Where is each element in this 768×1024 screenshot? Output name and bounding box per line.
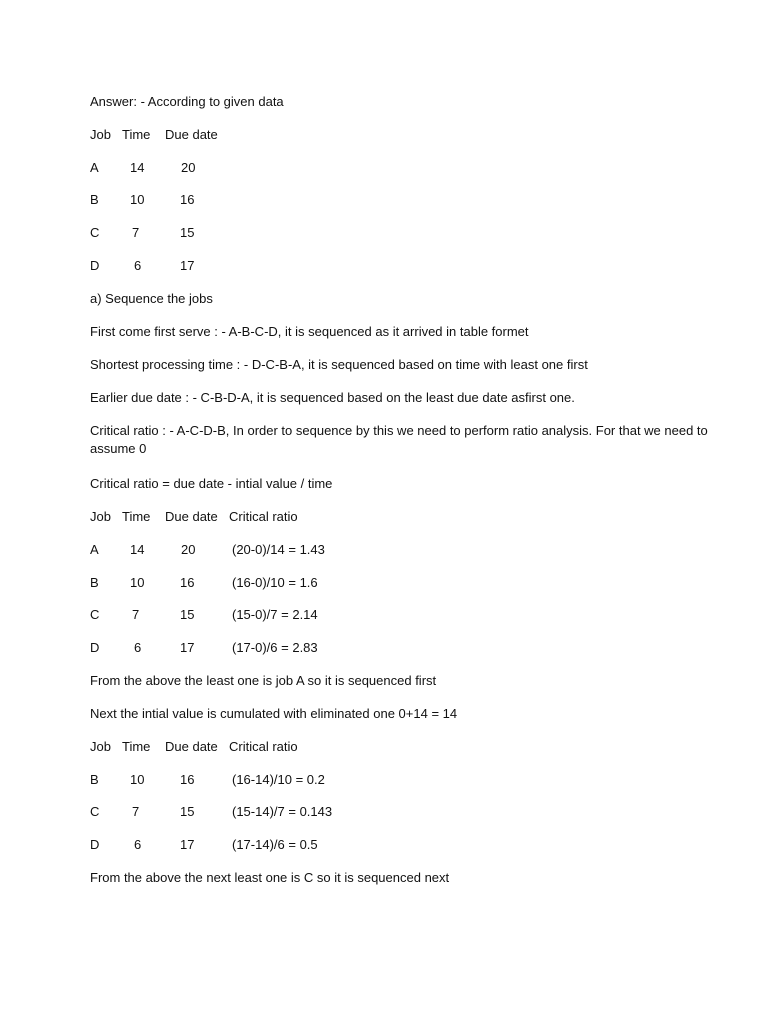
table-cell: 7 bbox=[132, 225, 140, 240]
table-cell: 17 bbox=[180, 640, 195, 655]
section-heading: a) Sequence the jobs bbox=[90, 291, 213, 306]
table-header-job: Job bbox=[90, 509, 111, 524]
table-cell: 6 bbox=[134, 640, 142, 655]
table-cell: (16-14)/10 = 0.2 bbox=[232, 772, 325, 787]
table-cell: 10 bbox=[130, 192, 145, 207]
table-cell: D bbox=[90, 837, 100, 852]
table-header-due-date: Due date bbox=[165, 127, 218, 142]
table-cell: (20-0)/14 = 1.43 bbox=[232, 542, 325, 557]
paragraph-edd: Earlier due date : - C-B-D-A, it is sequenced based on the least due date asfirst one. bbox=[90, 390, 575, 405]
paragraph-spt: Shortest processing time : - D-C-B-A, it is sequenced based on time with least one first bbox=[90, 357, 588, 372]
table-header-due-date: Due date bbox=[165, 739, 218, 754]
table-cell: C bbox=[90, 804, 100, 819]
table-header-critical-ratio: Critical ratio bbox=[229, 509, 298, 524]
paragraph-fcfs: First come first serve : - A-B-C-D, it is sequenced as it arrived in table formet bbox=[90, 324, 529, 339]
table-cell: D bbox=[90, 258, 100, 273]
table-header-job: Job bbox=[90, 127, 111, 142]
table-cell: B bbox=[90, 192, 99, 207]
formula-line: Critical ratio = due date - intial value / time bbox=[90, 476, 333, 491]
table-cell: A bbox=[90, 160, 99, 175]
paragraph-critical-ratio: Critical ratio : - A-C-D-B, In order to sequence by this we need to perform ratio analysis. For that we need to assume 0 bbox=[90, 423, 708, 456]
table-cell: (17-0)/6 = 2.83 bbox=[232, 640, 318, 655]
table-cell: 6 bbox=[134, 258, 142, 273]
table-header-due-date: Due date bbox=[165, 509, 218, 524]
answer-intro: Answer: - According to given data bbox=[90, 94, 284, 109]
table-cell: C bbox=[90, 607, 100, 622]
table-cell: 15 bbox=[180, 225, 195, 240]
table-cell: C bbox=[90, 225, 100, 240]
table-cell: 16 bbox=[180, 192, 195, 207]
table-cell: 20 bbox=[181, 160, 196, 175]
table-cell: 10 bbox=[130, 575, 145, 590]
table-cell: 7 bbox=[132, 804, 140, 819]
table-cell: 20 bbox=[181, 542, 196, 557]
table-cell: 7 bbox=[132, 607, 140, 622]
table-cell: 15 bbox=[180, 607, 195, 622]
paragraph-first-sequenced: From the above the least one is job A so it is sequenced first bbox=[90, 673, 437, 688]
table-header-time: Time bbox=[122, 739, 151, 754]
table-cell: (17-14)/6 = 0.5 bbox=[232, 837, 318, 852]
table-cell: A bbox=[90, 542, 99, 557]
table-header-critical-ratio: Critical ratio bbox=[229, 739, 298, 754]
table-cell: 10 bbox=[130, 772, 145, 787]
table-cell: 14 bbox=[130, 160, 145, 175]
table-cell: (16-0)/10 = 1.6 bbox=[232, 575, 318, 590]
table-header-job: Job bbox=[90, 739, 111, 754]
table-cell: B bbox=[90, 772, 99, 787]
table-cell: 16 bbox=[180, 772, 195, 787]
table-cell: (15-14)/7 = 0.143 bbox=[232, 804, 333, 819]
paragraph-next-sequenced: From the above the next least one is C so it is sequenced next bbox=[90, 870, 450, 885]
table-cell: 17 bbox=[180, 258, 195, 273]
table-cell: (15-0)/7 = 2.14 bbox=[232, 607, 318, 622]
table-cell: 17 bbox=[180, 837, 195, 852]
table-cell: D bbox=[90, 640, 100, 655]
table-cell: 14 bbox=[130, 542, 145, 557]
table-header-time: Time bbox=[122, 509, 151, 524]
table-cell: B bbox=[90, 575, 99, 590]
table-cell: 16 bbox=[180, 575, 195, 590]
table-header-time: Time bbox=[122, 127, 151, 142]
table-cell: 6 bbox=[134, 837, 142, 852]
table-cell: 15 bbox=[180, 804, 195, 819]
paragraph-cumulated: Next the intial value is cumulated with eliminated one 0+14 = 14 bbox=[90, 706, 458, 721]
